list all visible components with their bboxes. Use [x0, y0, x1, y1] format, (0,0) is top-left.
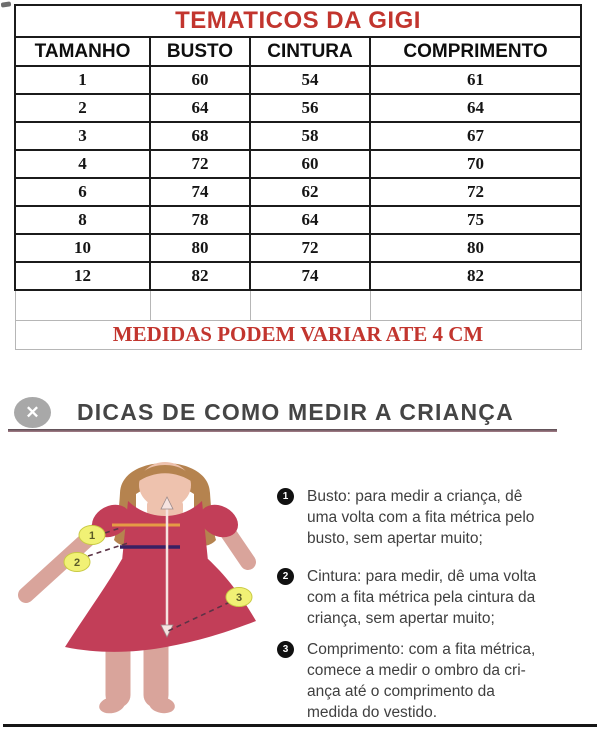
- cell-busto: 74: [150, 178, 250, 206]
- col-header-tamanho: TAMANHO: [15, 37, 150, 66]
- tip-comprimento: [277, 639, 535, 723]
- cell-tamanho: 2: [15, 94, 150, 122]
- col-header-comprimento: COMPRIMENTO: [370, 37, 581, 66]
- heading-underline: [8, 429, 557, 432]
- cell-comprimento: 64: [370, 94, 581, 122]
- note-row: [15, 320, 581, 349]
- cell-tamanho: 4: [15, 150, 150, 178]
- cell-tamanho: 6: [15, 178, 150, 206]
- tip-line: Busto: para medir a criança, dê: [307, 488, 523, 505]
- cell-cintura: 56: [250, 94, 370, 122]
- tip-cintura: [277, 566, 536, 629]
- tip-line: Comprimento: com a fita métrica,: [307, 641, 536, 658]
- tip-line: busto, sem apertar muito;: [307, 530, 483, 547]
- child-measurement-illustration: [8, 437, 313, 727]
- cell-cintura: 64: [250, 206, 370, 234]
- table-row: [15, 122, 581, 150]
- cell-busto: 82: [150, 262, 250, 290]
- cell-busto: 64: [150, 94, 250, 122]
- cell-comprimento: 75: [370, 206, 581, 234]
- cell-comprimento: 70: [370, 150, 581, 178]
- tip-line: criança, sem apertar muito;: [307, 610, 495, 627]
- table-row: [15, 234, 581, 262]
- table-row: [15, 178, 581, 206]
- cell-busto: 60: [150, 66, 250, 94]
- table-row: [15, 66, 581, 94]
- cell-tamanho: 3: [15, 122, 150, 150]
- cell-comprimento: 67: [370, 122, 581, 150]
- tip-line: ança até o comprimento da: [307, 683, 495, 700]
- table-row: [15, 262, 581, 290]
- tip-number: 1: [282, 491, 289, 502]
- cell-busto: 68: [150, 122, 250, 150]
- tip-text: [307, 486, 534, 549]
- table-header-row: [15, 37, 581, 66]
- cell-tamanho: 12: [15, 262, 150, 290]
- tip-busto: [277, 486, 534, 549]
- cell-cintura: 72: [250, 234, 370, 262]
- tip-number: 2: [282, 571, 289, 582]
- figure-badge-2-number: 2: [73, 557, 81, 569]
- tip-line: uma volta com a fita métrica pelo: [307, 509, 535, 526]
- tip-text: [307, 639, 535, 723]
- size-chart-title: TEMATICOS DA GIGI: [15, 5, 581, 37]
- cell-busto: 80: [150, 234, 250, 262]
- close-button[interactable]: [14, 397, 51, 428]
- table-row: [15, 206, 581, 234]
- cell-tamanho: 10: [15, 234, 150, 262]
- figure-badge-1-number: 1: [88, 530, 96, 542]
- corner-artifact: [1, 1, 12, 7]
- variance-note: MEDIDAS PODEM VARIAR ATE 4 CM: [15, 320, 581, 349]
- cell-cintura: 74: [250, 262, 370, 290]
- tip-number-badge: [277, 488, 294, 505]
- cell-tamanho: 1: [15, 66, 150, 94]
- cell-cintura: 62: [250, 178, 370, 206]
- cell-comprimento: 80: [370, 234, 581, 262]
- cell-comprimento: 72: [370, 178, 581, 206]
- cell-comprimento: 61: [370, 66, 581, 94]
- empty-cell: [250, 290, 370, 320]
- close-icon: ✕: [25, 403, 40, 422]
- cell-cintura: 58: [250, 122, 370, 150]
- tip-line: comece a medir o ombro da cri-: [307, 662, 526, 679]
- tip-line: Cintura: para medir, dê uma volta: [307, 568, 537, 585]
- dress-skirt: [65, 559, 256, 652]
- cell-cintura: 60: [250, 150, 370, 178]
- table-row: [15, 150, 581, 178]
- size-chart-table: [14, 4, 582, 350]
- tip-text: [307, 566, 536, 629]
- table-title-row: [15, 5, 581, 37]
- cell-tamanho: 8: [15, 206, 150, 234]
- tip-number-badge: [277, 568, 294, 585]
- col-header-cintura: CINTURA: [250, 37, 370, 66]
- tip-number-badge: [277, 641, 294, 658]
- empty-cell: [15, 290, 150, 320]
- guide-heading: DICAS DE COMO MEDIR A CRIANÇA: [77, 399, 514, 425]
- tip-number: 3: [282, 644, 289, 655]
- tip-line: medida do vestido.: [307, 704, 438, 721]
- cell-busto: 78: [150, 206, 250, 234]
- empty-cell: [150, 290, 250, 320]
- figure-badge-3-number: 3: [235, 592, 243, 604]
- col-header-busto: BUSTO: [150, 37, 250, 66]
- cell-comprimento: 82: [370, 262, 581, 290]
- bottom-border-line: [3, 724, 597, 727]
- cell-cintura: 54: [250, 66, 370, 94]
- tip-line: com a fita métrica pela cintura da: [307, 589, 536, 606]
- cell-busto: 72: [150, 150, 250, 178]
- empty-cell: [370, 290, 581, 320]
- empty-spacer-row: [15, 290, 581, 320]
- table-row: [15, 94, 581, 122]
